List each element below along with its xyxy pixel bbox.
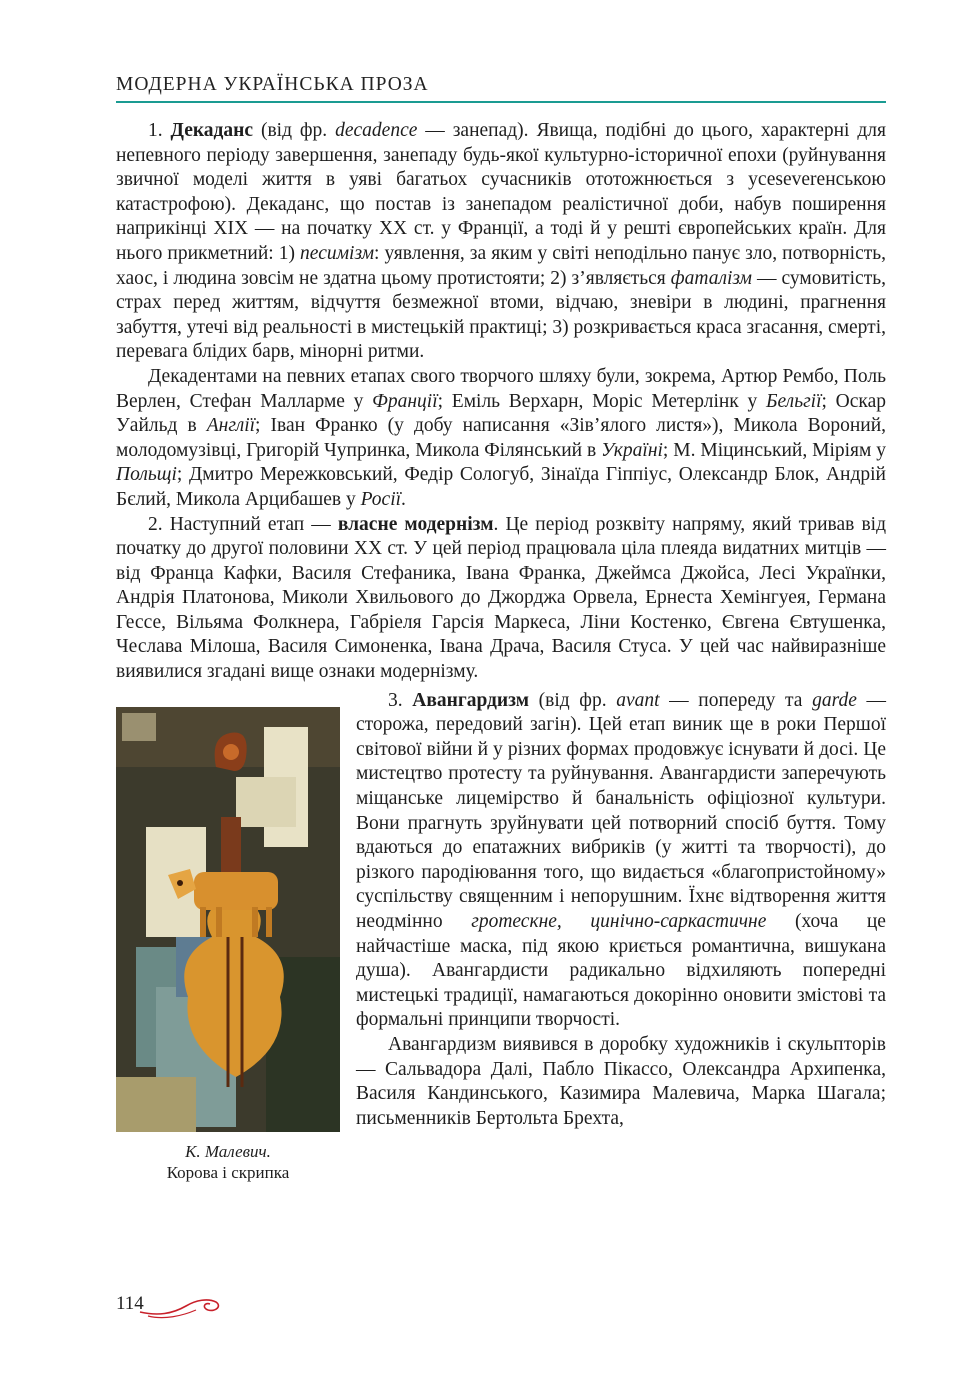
text-span: (хоча це найчастіше маска, під якою криється романтична, вишукана душа). Авангардисти радикально відхиляють попередні мистецькі традиції, намагаються докорінно оновити змістові та формальні принципи творчості. [356,911,886,1031]
text-span: ; Оскар Уайльд в [116,390,886,437]
term-modernism: власне модернізм [337,513,494,535]
text-span: Декадентами на певних етапах свого творчого шляху були, зокрема, Артюр Рембо, Поль Верлен, Стефан Малларме у [116,365,886,412]
country-name: Польщі [116,464,177,486]
paragraph-decadence [116,119,886,365]
text-span: ; Дмитро Мережковський, Федір Сологуб, Зінаїда Гіппіус, Олександр Блок, Андрій Бєлий, Микола Арцибашев у [116,464,886,510]
foreign-word: garde [812,689,857,711]
foreign-word: avant [616,689,660,711]
text-span: Декаданс, що постав із занепадом реалістичної доби, набув поширення наприкінці XIX — на початку XX ст. у Франції, а тоді й у решті європейських країн. Для нього прикметний: 1) [116,193,886,264]
text-span: ; Еміль Верхарн, Моріс Метерлінк у [437,390,767,412]
item-number: 1. [148,120,171,141]
country-name: Франції [372,390,438,412]
text-span: ; Іван Франко (у добу написання «Зів’ялого листя»), Микола Вороний, молодомузівці, Григорій Чупринка, Микола Філянський в [116,415,887,461]
page-number: 114 [116,1293,144,1314]
right-column [356,689,886,1132]
text-span: — сумовитість, страх перед життям, відчуття безмежної втоми, відчаю, зневіри в людині, прагнення забуття, утечі від реальності в мистецькій практиці; 3) розкривається краса згасання, смерті, перевага блідих барв, мінорні ритми. [116,267,886,363]
term-fatalism: фаталізм [670,267,752,289]
page-ornament [138,1294,224,1322]
text-span: — сторожа, передовий загін). Цей етап виник ще в роки Першої світової війни й у різних формах продовжує існувати й досі. Це мистецтво протесту та руйнування. Авангардисти заперечують міщанське лицемірство й банальність офіціозної культури. Вони прагнуть зруйнувати цей потворний спосіб буття. Тому вдаються до епатажних вибриків (у житті та творчості), до різкого пародіювання того, що видається «благопристойному» суспільству священним і непорушним. Їхнє відтворення життя неодмінно [356,689,886,932]
text-span: — занепад). Явища, подібні до цього, характерні для непевного періоду завершення, занепаду будь-якої культурно-історичної епохи (руйнування звичної моделі життя в уяві багатьох сучасників ототожнюється з усеseverенською катастрофою). [116,120,887,215]
term-pessimism: песимізм [300,242,375,264]
figure-section [116,689,886,1189]
page-body [116,119,886,1189]
figure [116,707,340,1183]
term-decadence: Декаданс [170,120,254,141]
running-header: МОДЕРНА УКРАЇНСЬКА ПРОЗА [116,74,429,95]
caption-author: К. Малевич. [185,1141,271,1161]
foreign-word: decadence [335,120,418,141]
figure-caption [116,1141,340,1183]
paragraph-avantgarde-artists: Авангардизм виявився в доробку художників і скульпторів — Сальвадора Далі, Пабло Пікассо, Олександра Архипенка, Василя Кандинського, Казимира Малевича, Марка Шагала; письменників Бертольта Брехта, [356,1033,886,1129]
paragraph-decadents [116,365,886,513]
text-span: : уявлення, за яким у світі неподільно панує зло, потворність, хаос, і людина зовсім не здатна цьому протистояти; 2) з’являється [116,242,887,289]
text-span: — попереду та [659,689,813,711]
emphasis: гротескне, цинічно-саркастичне [471,911,767,932]
item-number: 3. [388,689,413,711]
text-span: 2. Наступний етап — [148,513,338,535]
paragraph-modernism [116,513,886,685]
text-span: (від фр. [529,689,617,711]
paragraph-avantgarde [356,689,886,1033]
caption-title: Корова і скрипка [166,1162,290,1182]
text-span: . Це період розквіту напряму, який тривав від початку до другої половини XX ст. У цей період працювала ціла плеяда видатних митців — від Франца Кафки, Василя Стефаника, Івана Франка, Джеймса Джойса, Лесі Українки, Андрія Платонова, Миколи Хвильового до Джорджа Орвела, Ернеста Хемінгуея, Германа Гессе, Вільяма Фолкнера, Габріеля Гарсія Маркеса, Ліни Костенко, Євгена Євтушенка, Чеслава Мілоша, Василя Симоненка, Івана Драча, Василя Стуса. У цей час найвиразніше виявилися згадані вище ознаки модернізму. [116,513,886,683]
text-span: (від фр. [253,120,336,141]
text-span: ; М. Міцинський, Міріям у [662,439,886,461]
header-rule [116,101,886,103]
country-name: Україні [601,439,663,461]
term-avantgarde: Авангардизм [412,689,529,711]
text-span: . [401,488,406,510]
country-name: Бельгії [766,390,822,412]
painting-cow-and-violin [116,707,340,1132]
country-name: Росії [360,488,402,510]
country-name: Англії [206,415,256,437]
